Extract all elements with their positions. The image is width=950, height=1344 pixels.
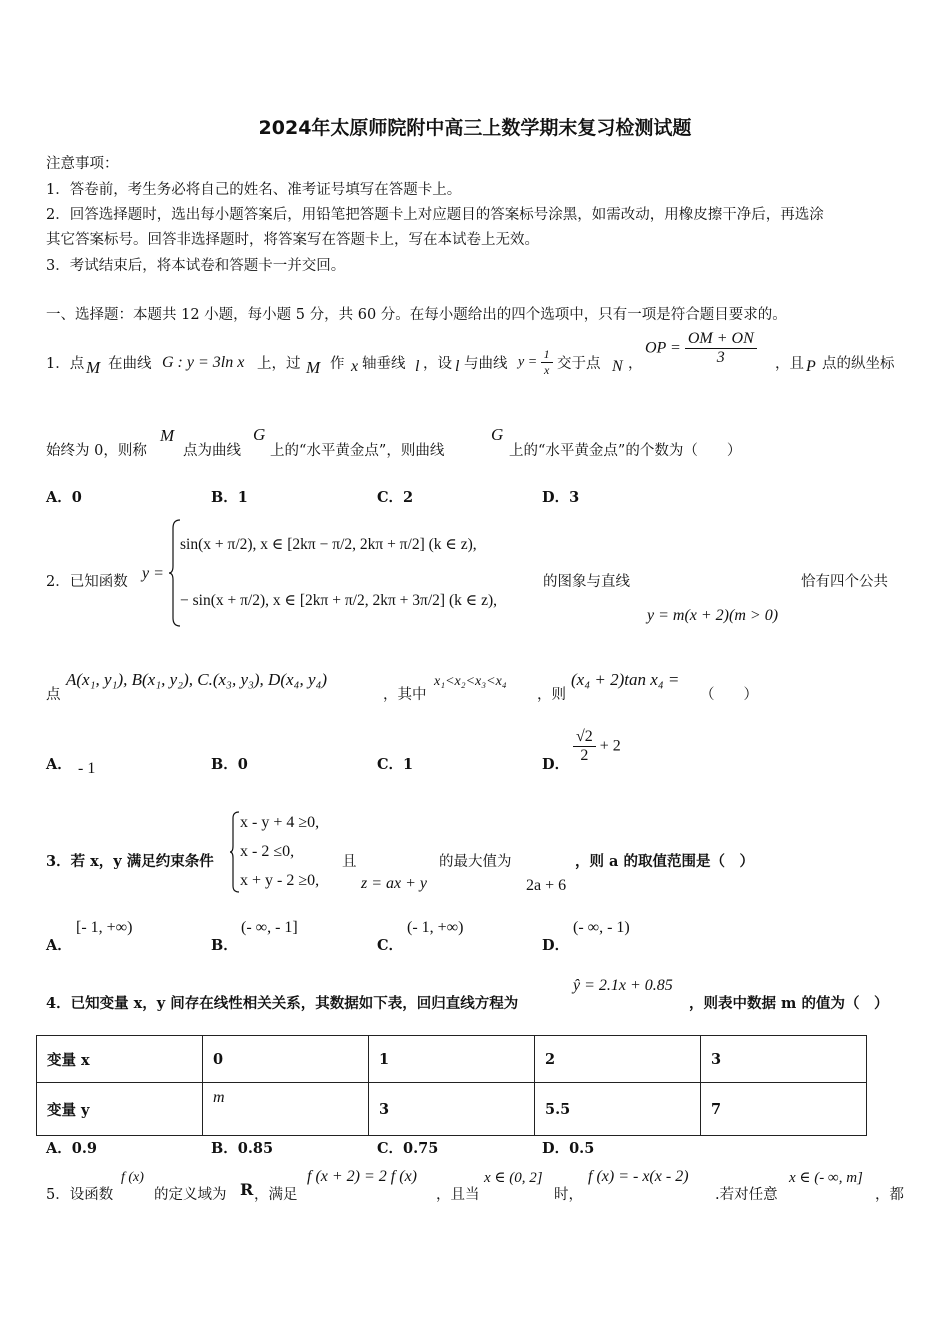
table-cell: 3 bbox=[369, 1083, 535, 1136]
q3-math-z: z = ax + y bbox=[361, 875, 428, 892]
table-cell: 1 bbox=[369, 1036, 535, 1083]
q1-math-N: N bbox=[612, 358, 623, 375]
q1-fraction-1-over-x bbox=[541, 347, 553, 378]
q4-option-c[interactable]: C．0.75 bbox=[377, 1140, 439, 1157]
q2-answer-paren: （ ） bbox=[700, 687, 758, 703]
q1-math-M2: M bbox=[306, 358, 321, 377]
q5-math-fx-def: f (x) = - x(x - 2) bbox=[588, 1168, 689, 1185]
q3-stem-start: 3．若 x，y 满足约束条件 bbox=[46, 853, 214, 870]
q1-math-M3: M bbox=[160, 426, 175, 445]
q1-frac-OMON-num: OM + ON bbox=[685, 330, 757, 349]
q2-option-d-tail: + 2 bbox=[599, 737, 621, 755]
q4-math-regression: ŷ = 2.1x + 0.85 bbox=[573, 977, 673, 994]
table-cell: 7 bbox=[701, 1083, 867, 1136]
q1-text-curve: 在曲线 bbox=[108, 356, 152, 372]
q1-text-with-curve: 与曲线 bbox=[464, 356, 508, 372]
q4-option-b[interactable]: B．0.85 bbox=[211, 1140, 274, 1157]
q2-math-y: y = bbox=[142, 565, 164, 582]
notice-item-2b: 其它答案标号。回答非选择题时，将答案写在答题卡上，写在本试卷上无效。 bbox=[46, 232, 539, 248]
q1-math-x: x bbox=[351, 358, 359, 375]
q1-text-make: 作 bbox=[330, 356, 345, 372]
q1-line2-golden: 上的“水平黄金点”，则曲线 bbox=[270, 443, 445, 459]
q2-piecewise-row-1: sin(x + π/2), x ∈ [2kπ − π/2, 2kπ + π/2] (k ∈ z), bbox=[180, 536, 477, 553]
page-title: 2024年太原师院附中高三上数学期末复习检测试题 bbox=[258, 117, 692, 139]
q3-text-range: ，则 a 的取值范围是（ ） bbox=[575, 853, 754, 870]
q4-option-a[interactable]: A．0.9 bbox=[46, 1140, 97, 1157]
q3-option-b[interactable]: B． bbox=[211, 937, 238, 954]
q2-option-c[interactable]: C．1 bbox=[377, 756, 414, 773]
q1-text-comma: ， bbox=[628, 356, 643, 372]
notice-item-3: 3．考试结束后，将本试卷和答题卡一并交回。 bbox=[46, 258, 346, 274]
table-row bbox=[37, 1036, 867, 1083]
q4-data-table bbox=[36, 1035, 867, 1136]
q1-math-P: P bbox=[806, 358, 816, 375]
q3-text-and: 且 bbox=[342, 854, 357, 870]
q1-line2-start: 始终为 0，则称 bbox=[46, 443, 147, 459]
table-row bbox=[37, 1083, 867, 1136]
table-cell: 2 bbox=[535, 1036, 701, 1083]
notice-item-1: 1．答卷前，考生务必将自己的姓名、准考证号填写在答题卡上。 bbox=[46, 182, 462, 198]
table-cell: 0 bbox=[203, 1036, 369, 1083]
q5-text-all: ，都 bbox=[875, 1187, 904, 1203]
q1-option-d[interactable]: D．3 bbox=[542, 489, 580, 506]
q2-math-line: y = m(x + 2)(m > 0) bbox=[647, 607, 779, 624]
q5-text-then: 时， bbox=[554, 1187, 583, 1203]
q3-text-max: 的最大值为 bbox=[439, 854, 512, 870]
q3-option-b-value: (- ∞, - 1] bbox=[241, 919, 298, 936]
q1-math-y-label: y = bbox=[518, 354, 538, 370]
q3-constraint-2: x - 2 ≤0, bbox=[240, 843, 295, 860]
q1-text-let: ，设 bbox=[423, 356, 452, 372]
q2-option-d-value bbox=[573, 728, 621, 765]
table-cell-m: m bbox=[203, 1083, 369, 1136]
q1-math-G2: G bbox=[491, 425, 504, 444]
q1-option-b[interactable]: B．1 bbox=[211, 489, 248, 506]
q2-text-graph: 的图象与直线 bbox=[543, 574, 630, 590]
notice-heading: 注意事项： bbox=[46, 156, 119, 172]
q1-option-c[interactable]: C．2 bbox=[377, 489, 414, 506]
q5-stem-start: 5．设函数 bbox=[46, 1187, 114, 1203]
q1-math-curve: G : y = 3ln x bbox=[162, 354, 245, 371]
q3-option-d-value: (- ∞, - 1) bbox=[573, 919, 630, 936]
q1-option-a[interactable]: A．0 bbox=[46, 489, 82, 506]
q1-math-l: l bbox=[415, 358, 420, 375]
q1-frac-OMON-den: 3 bbox=[716, 349, 725, 366]
q5-text-satisfy: ，满足 bbox=[254, 1187, 298, 1203]
q5-math-fx: f (x) bbox=[121, 1170, 144, 1185]
q1-math-G: G bbox=[253, 425, 266, 444]
q3-option-c-value: (- 1, +∞) bbox=[407, 919, 464, 936]
q2-math-order: x₁<x₂<x₃<x₄ bbox=[434, 674, 507, 689]
table-header-y: 变量 y bbox=[37, 1083, 203, 1136]
q2-option-d-fraction bbox=[573, 728, 596, 765]
q3-option-c[interactable]: C． bbox=[377, 937, 404, 954]
q1-line2-end: 上的“水平黄金点”的个数为（ ） bbox=[509, 443, 742, 459]
q4-stem-start: 4．已知变量 x，y 间存在线性相关关系，其数据如下表，回归直线方程为 bbox=[46, 995, 519, 1012]
q1-math-l2: l bbox=[455, 358, 460, 375]
q2-option-a-value: - 1 bbox=[78, 760, 96, 777]
q3-constraint-1: x - y + 4 ≥0, bbox=[240, 814, 320, 831]
q4-option-d[interactable]: D．0.5 bbox=[542, 1140, 595, 1157]
q1-math-OP bbox=[645, 330, 757, 367]
table-header-x: 变量 x bbox=[37, 1036, 203, 1083]
q1-frac-num: 1 bbox=[541, 347, 553, 363]
q2-option-d-num: √2 bbox=[573, 728, 596, 747]
section-heading: 一、选择题：本题共 12 小题，每小题 5 分，共 60 分。在每小题给出的四个选项中，只有一项是符合题目要求的。 bbox=[46, 307, 787, 323]
q1-text-ycoord: 点的纵坐标 bbox=[822, 356, 895, 372]
q5-math-interval: x ∈ (0, 2] bbox=[484, 1170, 543, 1186]
q3-option-a-value: [- 1, +∞) bbox=[76, 919, 133, 936]
q2-math-expr: (x₄ + 2)tan x₄ = bbox=[571, 670, 680, 689]
q1-stem-start: 1．点 bbox=[46, 356, 85, 372]
q1-line2-point: 点为曲线 bbox=[183, 443, 241, 459]
q1-fraction-OM-ON bbox=[685, 330, 757, 367]
q4-text-find-m: ，则表中数据 m 的值为（ ） bbox=[689, 995, 889, 1012]
q2-text-point: 点 bbox=[46, 687, 61, 703]
q1-math-OP-label: OP = bbox=[645, 339, 681, 357]
q5-math-range: x ∈ (- ∞, m] bbox=[789, 1170, 863, 1186]
q3-option-d[interactable]: D． bbox=[542, 937, 570, 954]
q2-option-d-den: 2 bbox=[580, 747, 589, 764]
q2-piecewise-row-2: − sin(x + π/2), x ∈ [2kπ + π/2, 2kπ + 3π/2] (k ∈ z), bbox=[180, 592, 498, 609]
q3-constraint-3: x + y - 2 ≥0, bbox=[240, 872, 320, 889]
q2-text-then: ，则 bbox=[537, 687, 566, 703]
q5-math-R: R bbox=[240, 1180, 254, 1199]
q5-math-functional-eq: f (x + 2) = 2 f (x) bbox=[307, 1168, 417, 1185]
q3-option-a[interactable]: A． bbox=[46, 937, 72, 954]
notice-item-2a: 2．回答选择题时，选出每小题答案后，用铅笔把答题卡上对应题目的答案标号涂黑，如需改动，用橡皮擦干净后，再选涂 bbox=[46, 207, 824, 223]
q1-text-through: 上，过 bbox=[257, 356, 301, 372]
q1-frac-den: x bbox=[544, 363, 550, 377]
q2-math-points: A(x₁, y₁), B(x₁, y₂), C.(x₃, y₃), D(x₄, y₄) bbox=[66, 670, 328, 689]
q2-text-where: ，其中 bbox=[383, 687, 427, 703]
q1-text-axis: 轴垂线 bbox=[362, 356, 406, 372]
table-cell: 5.5 bbox=[535, 1083, 701, 1136]
q1-text-and: ，且 bbox=[775, 356, 804, 372]
q1-math-y-eq bbox=[518, 347, 553, 378]
q5-text-domain: 的定义域为 bbox=[154, 1187, 227, 1203]
table-cell: 3 bbox=[701, 1036, 867, 1083]
q1-text-intersect: 交于点 bbox=[557, 356, 601, 372]
q2-text-exactly-four: 恰有四个公共 bbox=[801, 574, 888, 590]
q2-stem-start: 2．已知函数 bbox=[46, 574, 128, 590]
q5-text-for-any: .若对任意 bbox=[715, 1187, 778, 1203]
q2-option-a[interactable]: A． bbox=[46, 756, 72, 773]
q3-math-max-value: 2a + 6 bbox=[526, 877, 567, 894]
q1-math-M: M bbox=[86, 358, 101, 377]
q2-option-b[interactable]: B．0 bbox=[211, 756, 248, 773]
q5-text-when: ，且当 bbox=[436, 1187, 480, 1203]
q2-option-d[interactable]: D． bbox=[542, 756, 570, 773]
